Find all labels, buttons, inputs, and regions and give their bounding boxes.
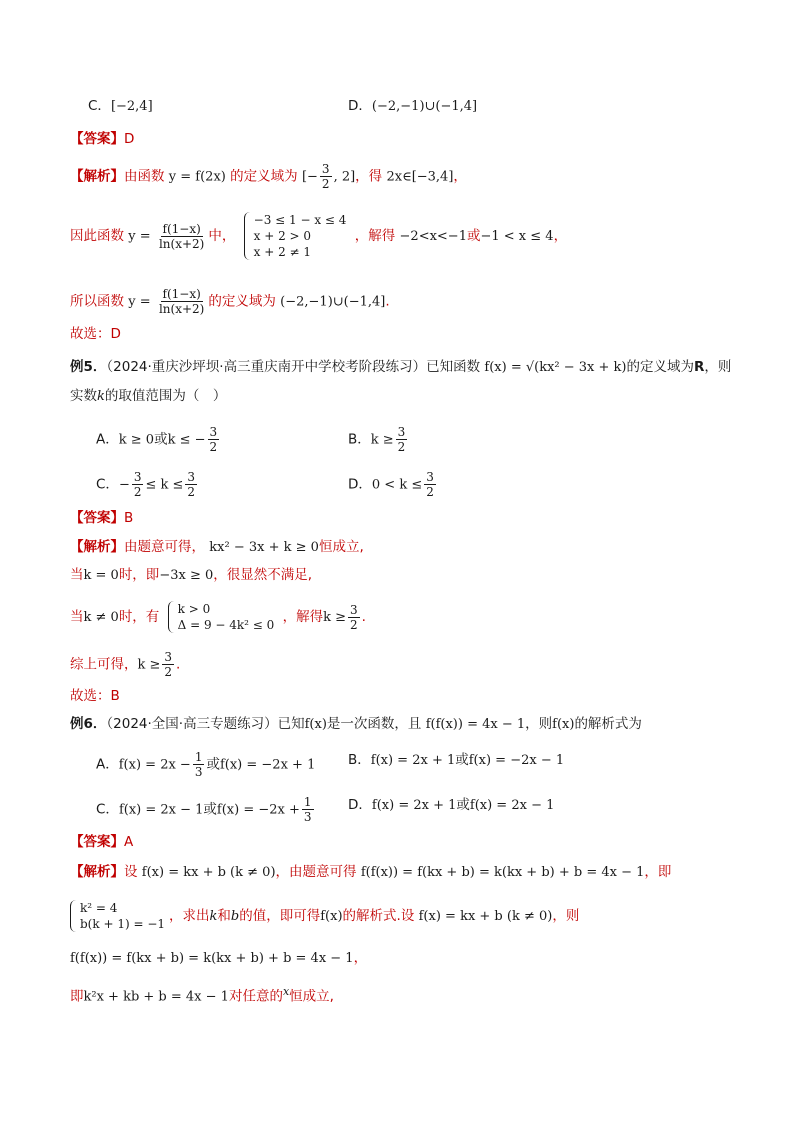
math: x	[282, 985, 290, 998]
option-label: A．	[96, 756, 119, 773]
math: k = 0	[83, 568, 119, 583]
explanation-line	[70, 287, 390, 316]
explanation-line	[70, 565, 312, 586]
text: 恒成立,	[318, 539, 364, 555]
text: 的定义域为	[626, 359, 694, 375]
math: f(x) = 2x + 1	[371, 798, 457, 813]
denominator: 2	[164, 665, 173, 679]
brace	[70, 900, 77, 932]
math: f(f(x)) = f(kx + b) = k(kx + b) + b = 4x − 1	[360, 865, 645, 880]
text: ，由题意可得	[275, 864, 357, 880]
ex6-option-a	[96, 750, 315, 779]
fraction	[320, 162, 332, 191]
answer-value: B	[124, 510, 134, 526]
math: R	[694, 359, 705, 375]
text: ，	[453, 168, 467, 185]
explanation-line	[70, 900, 579, 932]
math: y =	[128, 294, 151, 310]
text: 和	[217, 908, 231, 924]
math: −3x ≥ 0	[159, 568, 214, 583]
text: 的取值范围为（ ）	[104, 388, 227, 404]
example-title: 例6．	[70, 716, 107, 732]
example-5-stem-2	[70, 386, 226, 407]
math: k	[97, 389, 105, 404]
math: k ≠ 0	[83, 610, 119, 625]
math: f(x) = √(kx² − 3x + k)	[484, 360, 627, 375]
brace	[168, 601, 175, 633]
text: （2024·全国·高三专题练习）已知	[106, 716, 305, 732]
fraction	[396, 425, 408, 454]
text: 设	[124, 864, 138, 880]
explanation-line	[70, 650, 180, 679]
choose-line	[70, 324, 121, 344]
text: ，则	[525, 716, 553, 732]
math: f(x)	[552, 717, 575, 732]
text: 或	[456, 797, 470, 813]
math: 0 < k ≤	[371, 477, 423, 493]
option-c	[88, 96, 153, 117]
explanation-line	[70, 537, 364, 558]
numerator: 1	[303, 795, 312, 809]
math: f(x) = 2x − 1	[118, 802, 204, 818]
math: f(x)	[320, 909, 343, 924]
ex6-option-d	[348, 795, 554, 816]
text: ，	[353, 950, 368, 966]
fraction	[132, 470, 144, 499]
system-row: Δ = 9 − 4k² ≤ 0	[177, 618, 275, 632]
text: 实数	[70, 388, 97, 404]
fraction	[208, 425, 220, 454]
option-value: [−2,4]	[110, 99, 153, 114]
ex5-option-b	[348, 425, 409, 454]
text: 即	[70, 988, 84, 1005]
text: ，得	[355, 168, 383, 185]
explanation-tag: 【解析】	[70, 539, 124, 555]
numerator: 3	[209, 425, 218, 439]
explanation-line	[70, 212, 567, 260]
explanation-tag: 【解析】	[70, 864, 124, 880]
option-d	[348, 96, 477, 117]
example-6-stem	[70, 714, 642, 735]
numerator: 3	[426, 470, 434, 484]
denominator: 2	[321, 177, 330, 191]
math: k ≥	[323, 610, 347, 625]
text: 的解析式.设	[342, 908, 415, 924]
denominator: 3	[194, 765, 203, 779]
math: −2<x<−1	[399, 229, 467, 244]
numerator: 1	[194, 750, 203, 764]
text: 时，有	[118, 609, 160, 625]
explanation-line	[70, 162, 467, 191]
ex6-option-b	[348, 750, 564, 771]
option-label: B．	[348, 752, 371, 768]
text: ，即	[644, 864, 672, 880]
option-label: C．	[88, 98, 111, 114]
text: 所以函数	[70, 293, 124, 310]
math: y =	[128, 229, 151, 244]
text: .	[176, 656, 181, 673]
text: ，	[553, 228, 568, 244]
system-row: x + 2 ≠ 1	[253, 245, 312, 259]
explanation-tag: 【解析】	[70, 168, 124, 185]
fraction	[193, 750, 205, 779]
denominator: 2	[426, 485, 434, 499]
math: , 2]	[333, 169, 356, 185]
text: 由题意可得，	[124, 539, 205, 555]
equation-system	[168, 601, 275, 633]
math: k ≥	[137, 657, 161, 673]
text: 或	[466, 228, 481, 244]
text: .	[385, 293, 390, 310]
ex5-option-d	[348, 470, 438, 499]
fraction	[157, 222, 206, 251]
math: f(x) = kx + b (k ≠ 0)	[418, 909, 553, 924]
math: f(x) = 2x − 1	[469, 798, 555, 813]
fraction	[185, 470, 197, 499]
text: ，则	[552, 908, 580, 924]
option-label: D．	[348, 797, 372, 813]
math: f(x) = 2x + 1	[370, 753, 456, 768]
numerator: 3	[187, 470, 196, 484]
math: k ≥	[370, 432, 394, 448]
numerator: 3	[133, 470, 142, 484]
text: 是一次函数，且	[326, 716, 422, 732]
answer-tag: 【答案】	[70, 834, 124, 850]
option-label: D．	[348, 476, 372, 493]
answer-value: A	[124, 834, 134, 850]
text: .	[361, 609, 366, 625]
text: 的定义域为	[208, 293, 276, 310]
explanation-line	[70, 862, 671, 883]
math: 2x∈[−3,4]	[386, 169, 454, 185]
answer-line	[70, 508, 133, 528]
system-row: −3 ≤ 1 − x ≤ 4	[253, 213, 347, 227]
math: ≤ k ≤	[145, 477, 184, 493]
system-row: k² = 4	[80, 901, 118, 915]
answer-tag: 【答案】	[70, 510, 124, 526]
explanation-line	[70, 982, 334, 1008]
math: (−2,−1)∪(−1,4]	[280, 294, 386, 310]
ex5-option-a	[96, 425, 221, 454]
text: 的解析式为	[574, 716, 642, 732]
fraction	[424, 470, 436, 499]
system-row: k > 0	[177, 602, 211, 616]
fraction	[162, 650, 174, 679]
math: −	[118, 477, 130, 493]
text: ，解得	[282, 609, 324, 625]
denominator: 2	[187, 485, 196, 499]
answer-line	[70, 129, 134, 149]
text: ，求出	[169, 908, 210, 924]
text: 综上可得，	[70, 656, 138, 673]
math: f(x) = −2x +	[216, 802, 300, 818]
text: 故选：B	[70, 688, 120, 704]
answer-tag: 【答案】	[70, 131, 124, 147]
text: 对任意的	[228, 988, 283, 1005]
math: k²x + kb + b = 4x − 1	[83, 989, 229, 1005]
text: ，则	[704, 359, 732, 375]
option-label: C．	[96, 476, 119, 493]
denominator: 2	[350, 617, 358, 632]
denominator: ln(x+2)	[158, 302, 205, 316]
math: k ≤ −	[167, 432, 206, 448]
option-label: B．	[348, 431, 371, 448]
text: 或	[206, 756, 220, 773]
numerator: 3	[397, 425, 406, 439]
math: f(x) = kx + b (k ≠ 0)	[141, 865, 276, 880]
math: k ≥ 0	[118, 432, 155, 448]
denominator: 2	[209, 440, 218, 454]
text: 的定义域为	[230, 168, 298, 185]
ex6-option-c	[96, 795, 316, 824]
text: 或	[203, 801, 217, 818]
text: 因此函数	[70, 228, 124, 244]
text: 故选：D	[70, 326, 121, 342]
numerator: 3	[321, 162, 330, 176]
text: 或	[455, 752, 469, 768]
fraction	[157, 287, 206, 316]
explanation-line	[70, 948, 367, 969]
math: f(x)	[304, 717, 327, 732]
brace	[244, 212, 251, 260]
option-value: (−2,−1)∪(−1,4]	[371, 99, 478, 114]
math: [−	[301, 169, 318, 185]
example-5-stem	[70, 357, 731, 378]
text: 恒成立,	[289, 988, 334, 1005]
math: b	[230, 909, 240, 924]
option-label: D．	[348, 98, 372, 114]
math: kx² − 3x + k ≥ 0	[209, 540, 319, 555]
choose-line	[70, 686, 120, 706]
math: k	[209, 909, 218, 924]
denominator: ln(x+2)	[158, 236, 205, 251]
text: 当	[70, 609, 84, 625]
numerator: f(1−x)	[162, 221, 201, 236]
equation-system	[70, 900, 165, 932]
numerator: f(1−x)	[162, 287, 201, 301]
math: f(f(x)) = 4x − 1	[425, 717, 526, 732]
denominator: 2	[397, 440, 406, 454]
math: y = f(2x)	[168, 169, 226, 185]
answer-value: D	[124, 131, 135, 147]
denominator: 3	[303, 810, 312, 824]
math: f(f(x)) = f(kx + b) = k(kx + b) + b = 4x − 1	[70, 951, 354, 966]
system-row: x + 2 > 0	[253, 229, 312, 243]
explanation-line	[70, 601, 366, 633]
numerator: 3	[164, 650, 173, 664]
option-label: A．	[96, 431, 119, 448]
math: −1 < x ≤ 4	[480, 229, 554, 244]
text: 时，即	[118, 567, 160, 583]
math: f(x) = 2x −	[118, 757, 191, 773]
fraction	[302, 795, 314, 824]
option-label: C．	[96, 801, 119, 818]
math: f(x) = −2x − 1	[468, 753, 565, 768]
answer-line	[70, 832, 133, 852]
equation-system	[244, 212, 347, 260]
denominator: 2	[133, 485, 142, 499]
example-title: 例5．	[70, 359, 107, 375]
text: （2024·重庆沙坪坝·高三重庆南开中学校考阶段练习）已知函数	[106, 359, 481, 375]
text: 的值，即可得	[239, 908, 321, 924]
text: 当	[70, 567, 84, 583]
fraction	[348, 603, 360, 632]
math: f(x) = −2x + 1	[219, 757, 316, 773]
numerator: 3	[350, 602, 358, 617]
text: 由函数	[124, 168, 165, 185]
ex5-option-c	[96, 470, 199, 499]
text: 或	[154, 431, 168, 448]
text: ，解得	[354, 228, 396, 244]
text: 中，	[208, 228, 236, 244]
text: ，很显然不满足,	[213, 567, 313, 583]
system-row: b(k + 1) = −1	[80, 917, 166, 931]
